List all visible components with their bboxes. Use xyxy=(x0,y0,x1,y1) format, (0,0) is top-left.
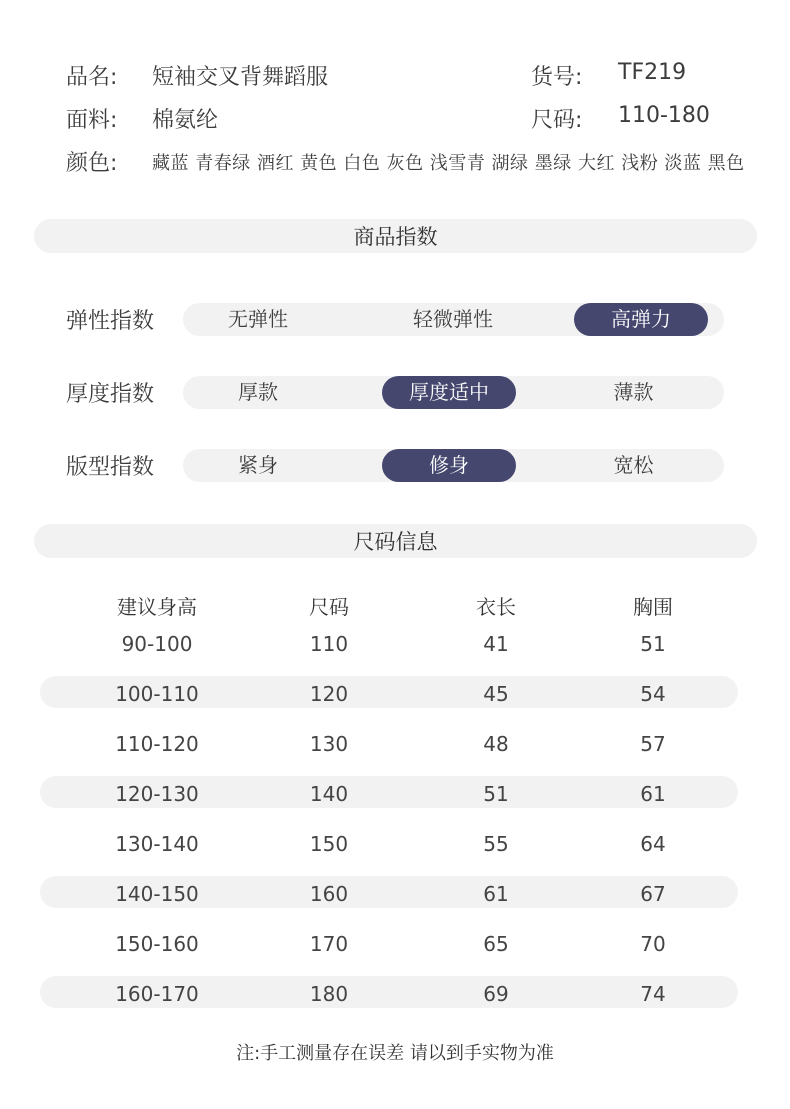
item-no-label: 货号: xyxy=(531,65,583,90)
size-table-cell: 130-140 xyxy=(115,832,199,856)
size-table-cell: 160 xyxy=(309,882,349,906)
size-table-header: 胸围 xyxy=(633,595,673,619)
size-table-header: 建议身高 xyxy=(117,595,197,619)
size-table-cell: 51 xyxy=(483,782,509,806)
index-option: 薄款 xyxy=(613,380,654,404)
size-table-cell: 67 xyxy=(640,882,666,906)
size-table-cell: 55 xyxy=(483,832,509,856)
name-value: 短袖交叉背舞蹈服 xyxy=(152,65,329,90)
size-table-cell: 41 xyxy=(483,632,509,656)
size-table-cell: 48 xyxy=(483,732,509,756)
index-track xyxy=(183,303,724,336)
size-table-cell: 140-150 xyxy=(115,882,199,906)
size-table-cell: 180 xyxy=(309,982,349,1006)
size-table-cell: 69 xyxy=(483,982,509,1006)
size-table-cell: 110-120 xyxy=(115,732,199,756)
index-option: 厚款 xyxy=(238,380,278,404)
size-table-cell: 140 xyxy=(309,782,349,806)
size-table-header: 衣长 xyxy=(476,595,516,619)
index-option: 无弹性 xyxy=(228,307,288,331)
index-track xyxy=(183,376,724,409)
size-table-cell: 160-170 xyxy=(115,982,199,1006)
size-table-cell: 90-100 xyxy=(121,632,193,656)
size-table-cell: 70 xyxy=(640,932,666,956)
size-table-cell: 54 xyxy=(640,682,666,706)
size-table-cell: 120 xyxy=(309,682,349,706)
size-label: 尺码: xyxy=(531,108,583,133)
size-table-cell: 110 xyxy=(309,632,349,656)
size-table-cell: 45 xyxy=(483,682,509,706)
index-option-selected: 厚度适中 xyxy=(382,376,516,409)
name-label: 品名: xyxy=(66,65,118,90)
index-option: 紧身 xyxy=(238,453,278,477)
size-info-title: 尺码信息 xyxy=(34,524,757,558)
index-option-selected: 修身 xyxy=(382,449,516,482)
size-table-cell: 150-160 xyxy=(115,932,199,956)
size-table-cell: 150 xyxy=(309,832,349,856)
size-table-header: 尺码 xyxy=(309,595,349,619)
size-table-cell: 61 xyxy=(640,782,666,806)
color-label: 颜色: xyxy=(66,151,118,176)
index-option: 宽松 xyxy=(613,453,654,477)
index-track xyxy=(183,449,724,482)
size-table-cell: 130 xyxy=(309,732,349,756)
index-label: 版型指数 xyxy=(66,455,155,480)
size-value: 110-180 xyxy=(618,103,710,128)
index-option-selected: 高弹力 xyxy=(574,303,708,336)
color-value: 藏蓝 青春绿 酒红 黄色 白色 灰色 浅雪青 湖绿 墨绿 大红 浅粉 淡蓝 黑色 xyxy=(152,153,745,174)
item-no-value: TF219 xyxy=(618,60,687,85)
fabric-label: 面料: xyxy=(66,108,118,133)
size-table-cell: 170 xyxy=(309,932,349,956)
measurement-note: 注:手工测量存在误差 请以到手实物为准 xyxy=(236,1043,554,1064)
index-label: 厚度指数 xyxy=(66,382,155,407)
size-table-cell: 51 xyxy=(640,632,666,656)
size-table-cell: 120-130 xyxy=(115,782,199,806)
size-table-cell: 65 xyxy=(483,932,509,956)
size-table-cell: 74 xyxy=(640,982,666,1006)
fabric-value: 棉氨纶 xyxy=(152,108,219,133)
size-table-cell: 64 xyxy=(640,832,666,856)
size-table-cell: 100-110 xyxy=(115,682,199,706)
size-table-cell: 61 xyxy=(483,882,509,906)
size-table-cell: 57 xyxy=(640,732,666,756)
index-label: 弹性指数 xyxy=(66,309,155,334)
index-option: 轻微弹性 xyxy=(413,307,493,331)
product-index-title: 商品指数 xyxy=(34,219,757,253)
